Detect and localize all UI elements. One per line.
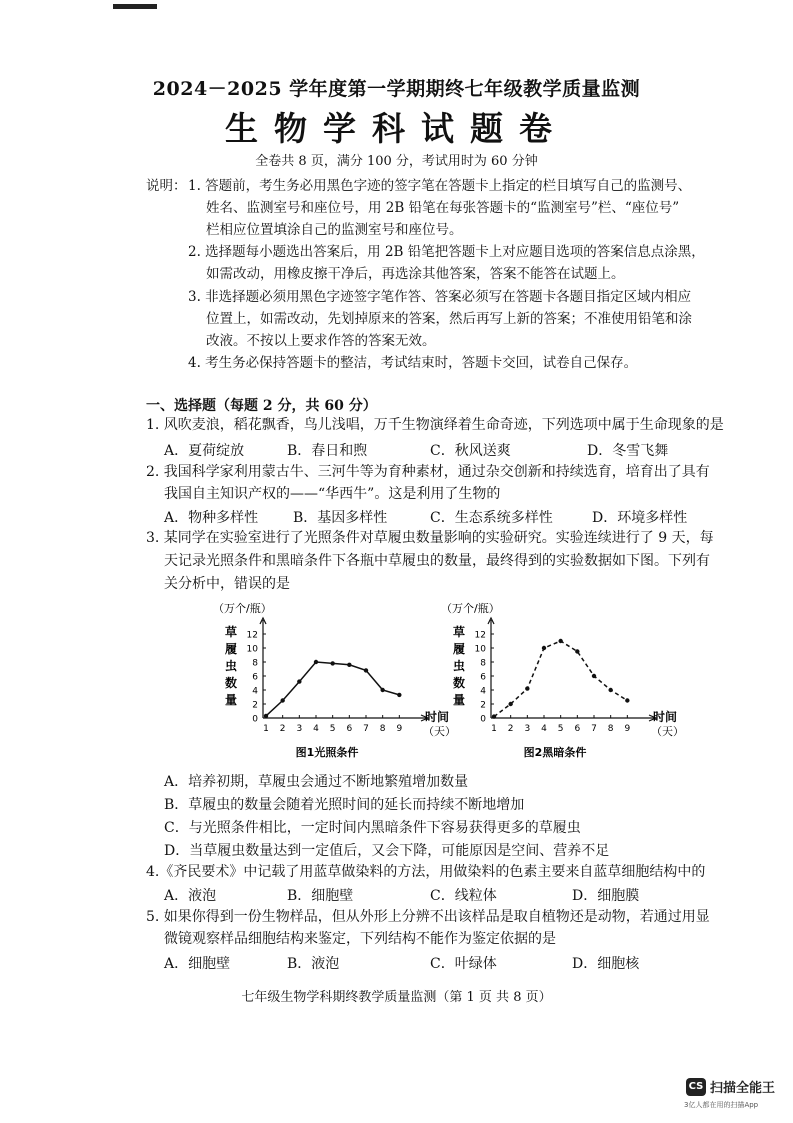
data-point: [542, 646, 546, 650]
question-stem: 1. 风吹麦浪，稻花飘香，鸟儿浅唱，万千生物演绎着生命奇迹，下列选项中属于生命现象的是: [146, 417, 724, 433]
x-tick-label: 8: [379, 724, 386, 734]
data-point: [280, 698, 284, 702]
y-tick-label: 4: [480, 686, 486, 697]
chart-title: 图1光照条件: [295, 746, 359, 759]
y-tick-label: 2: [252, 700, 258, 711]
data-point: [558, 639, 562, 643]
y-axis-label-char: 量: [453, 693, 466, 707]
x-tick-label: 1: [263, 724, 269, 734]
x-tick-label: 4: [541, 724, 547, 734]
question-stem: 微镜观察样品细胞结构来鉴定，下列结构不能作为鉴定依据的是: [164, 931, 556, 947]
option-a: A．培养初期，草履虫会通过不断地繁殖增加数量: [164, 774, 469, 790]
data-point: [625, 698, 629, 702]
instruction-line: 改液。不按以上要求作答的答案无效。: [206, 333, 436, 349]
data-point: [508, 702, 512, 706]
y-tick-label: 8: [480, 658, 486, 669]
question-stem: 2. 我国科学家利用蒙古牛、三河牛等为育种素材，通过杂交创新和持续选育，培育出了具有: [146, 464, 710, 480]
option-c: C．线粒体: [430, 888, 497, 904]
y-axis-label-char: 草: [225, 625, 238, 639]
question-stem: 3. 某同学在实验室进行了光照条件对草履虫数量影响的实验研究。实验连续进行了 9 天，每: [146, 530, 714, 546]
x-tick-label: 2: [279, 724, 286, 734]
data-point: [347, 663, 351, 667]
y-tick-label: 10: [474, 644, 486, 655]
chart-title: 图2黑暗条件: [523, 746, 587, 759]
option-d: D．冬雪飞舞: [587, 443, 669, 459]
data-point: [592, 674, 596, 678]
question-stem: 关分析中，错误的是: [164, 576, 290, 592]
x-tick-label: 5: [329, 724, 336, 734]
x-tick-label: 6: [346, 724, 353, 734]
camscanner-tagline: 3亿人都在用的扫描App: [684, 1101, 759, 1109]
y-axis-label-char: 数: [225, 676, 238, 690]
camscanner-logo-icon: CS: [686, 1078, 706, 1096]
question-stem: 我国自主知识产权的——“华西牛”。这是利用了生物的: [164, 486, 501, 502]
option-c: C．与光照条件相比，一定时间内黑暗条件下容易获得更多的草履虫: [164, 820, 581, 836]
x-unit-label: （天）: [651, 725, 684, 738]
exam-header: 2024－2025 学年度第一学期期终七年级教学质量监测: [152, 78, 641, 100]
y-tick-label: 0: [252, 714, 258, 725]
x-tick-label: 6: [574, 724, 581, 734]
y-tick-label: 6: [252, 672, 258, 683]
instruction-line: 如需改动，用橡皮擦干净后，再选涂其他答案，答案不能答在试题上。: [206, 266, 625, 282]
option-a: A．夏荷绽放: [164, 443, 245, 459]
page-footer: 七年级生物学科期终教学质量监测（第 1 页 共 8 页）: [241, 990, 552, 1005]
y-unit-label: （万个/瓶）: [441, 602, 500, 615]
option-a: A．液泡: [164, 888, 217, 904]
option-a: A．细胞壁: [164, 956, 231, 972]
instructions-label: 说明：: [146, 178, 187, 194]
series-line: [266, 662, 399, 716]
instruction-line: 栏相应位置填涂自己的监测室号和座位号。: [206, 222, 463, 238]
camscanner-name: 扫描全能王: [710, 1081, 776, 1096]
y-axis-label-char: 草: [453, 625, 466, 639]
option-b: B．液泡: [287, 956, 340, 972]
x-tick-label: 7: [591, 724, 597, 734]
y-axis-label-char: 数: [453, 676, 466, 690]
x-tick-label: 8: [607, 724, 614, 734]
section-heading: 一、选择题（每题 2 分，共 60 分）: [146, 398, 377, 414]
instruction-line: 4. 考生务必保持答题卡的整洁，考试结束时，答题卡交回，试卷自己保存。: [188, 355, 638, 371]
x-tick-label: 3: [524, 724, 531, 734]
data-point: [297, 679, 301, 683]
option-b: B．基因多样性: [293, 510, 388, 526]
y-tick-label: 10: [246, 644, 258, 655]
data-point: [330, 661, 334, 665]
scan-mark: [113, 4, 157, 9]
y-axis-label-char: 履: [453, 642, 466, 656]
chart-dark: [433, 598, 684, 763]
x-unit-label: （天）: [423, 725, 456, 738]
option-c: C．叶绿体: [430, 956, 497, 972]
option-c: C．秋风送爽: [430, 443, 511, 459]
option-b: B．细胞壁: [287, 888, 354, 904]
instruction-line: 1. 答题前，考生务必用黑色字迹的签字笔在答题卡上指定的栏目填写自己的监测号、: [188, 178, 692, 194]
question-stem: 5. 如果你得到一份生物样品，但从外形上分辨不出该样品是取自植物还是动物，若通过用显: [146, 909, 710, 925]
instruction-line: 2. 选择题每小题选出答案后，用 2B 铅笔把答题卡上对应题目选项的答案信息点涂黑，: [188, 244, 705, 260]
option-d: D．环境多样性: [592, 510, 688, 526]
x-tick-label: 5: [557, 724, 564, 734]
data-point: [380, 688, 384, 692]
data-point: [397, 693, 401, 697]
data-point: [608, 688, 612, 692]
data-point: [364, 668, 368, 672]
option-b: B．春日和煦: [287, 443, 368, 459]
x-axis-label: 时间: [425, 710, 450, 724]
data-point: [314, 660, 318, 664]
y-axis-label-char: 量: [225, 693, 238, 707]
question-stem: 4.《齐民要术》中记载了用蓝草做染料的方法，用做染料的色素主要来自蓝草细胞结构中的: [146, 864, 706, 880]
instruction-line: 3. 非选择题必须用黑色字迹签字笔作答、答案必须写在答题卡各题目指定区域内相应: [188, 289, 692, 305]
y-tick-label: 12: [474, 630, 486, 641]
data-point: [264, 714, 268, 718]
x-tick-label: 2: [507, 724, 514, 734]
option-d: D．当草履虫数量达到一定值后，又会下降，可能原因是空间、营养不足: [164, 843, 610, 859]
option-d: D．细胞膜: [572, 888, 640, 904]
option-d: D．细胞核: [572, 956, 640, 972]
y-tick-label: 12: [246, 630, 258, 641]
x-tick-label: 7: [363, 724, 369, 734]
x-axis-label: 时间: [653, 710, 678, 724]
x-tick-label: 4: [313, 724, 319, 734]
page-title: 生物学科试题卷: [225, 109, 568, 148]
y-axis-label-char: 虫: [453, 659, 466, 673]
y-unit-label: （万个/瓶）: [213, 602, 272, 615]
instruction-line: 姓名、监测室号和座位号，用 2B 铅笔在每张答题卡的“监测室号”栏、“座位号”: [206, 200, 680, 216]
y-tick-label: 6: [480, 672, 486, 683]
data-point: [492, 714, 496, 718]
y-axis-label-char: 履: [225, 642, 238, 656]
y-axis-label-char: 虫: [225, 659, 238, 673]
y-tick-label: 2: [480, 700, 486, 711]
exam-info: 全卷共 8 页，满分 100 分，考试用时为 60 分钟: [255, 154, 538, 169]
question-stem: 天记录光照条件和黑暗条件下各瓶中草履虫的数量，最终得到的实验数据如下图。下列有: [164, 553, 710, 569]
option-c: C．生态系统多样性: [430, 510, 553, 526]
data-point: [575, 649, 579, 653]
y-tick-label: 4: [252, 686, 258, 697]
chart-light: [205, 598, 456, 763]
series-line: [494, 641, 627, 717]
x-tick-label: 3: [296, 724, 303, 734]
option-a: A．物种多样性: [164, 510, 259, 526]
x-tick-label: 9: [396, 724, 403, 734]
y-tick-label: 8: [252, 658, 258, 669]
x-tick-label: 1: [491, 724, 497, 734]
x-tick-label: 9: [624, 724, 631, 734]
y-tick-label: 0: [480, 714, 486, 725]
instruction-line: 位置上，如需改动，先划掉原来的答案，然后再写上新的答案；不准使用铅笔和涂: [206, 311, 692, 327]
option-b: B．草履虫的数量会随着光照时间的延长而持续不断地增加: [164, 797, 525, 813]
data-point: [525, 686, 529, 690]
